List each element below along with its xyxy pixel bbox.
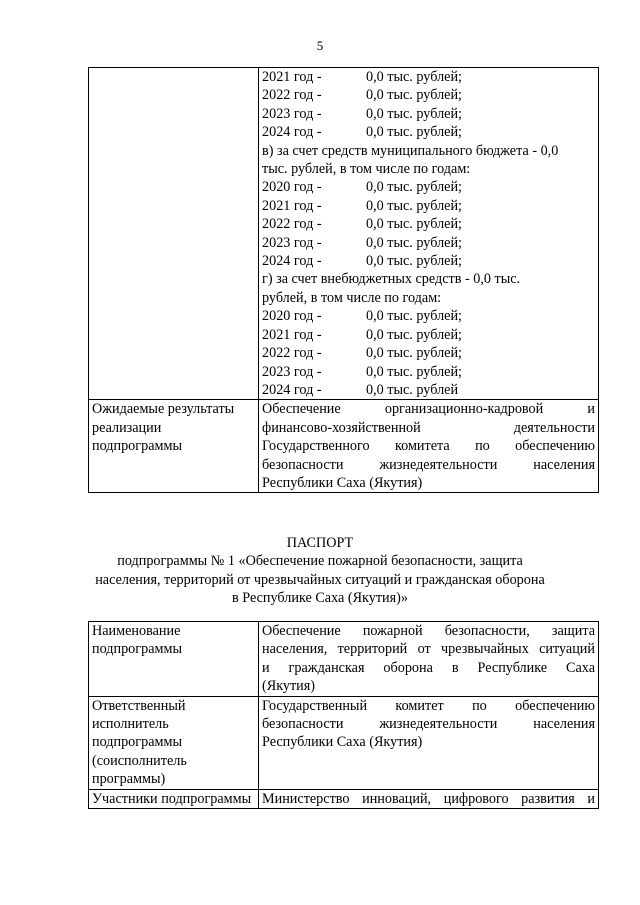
- row-label-cell: [89, 789, 259, 808]
- passport-title: ПАСПОРТ: [286, 535, 354, 551]
- funding-year: 2022 год -: [262, 216, 322, 233]
- results-label-cell: [89, 400, 259, 493]
- row-label-cell: [89, 622, 259, 697]
- funding-line: [262, 215, 595, 233]
- funding-amount: 0,0 тыс. рублей;: [366, 105, 462, 122]
- text-line: в Республике Саха (Якутия)»: [232, 590, 408, 607]
- funding-amount: 0,0 тыс. рублей;: [366, 69, 462, 85]
- text-line: Ответственный: [92, 697, 186, 714]
- funding-year: 2022 год -: [262, 345, 322, 362]
- table-row: [89, 68, 599, 400]
- funding-amount: 0,0 тыс. рублей;: [366, 326, 462, 343]
- municipal-heading: тыс. рублей, в том числе по годам:: [262, 161, 471, 178]
- funding-amount: 0,0 тыс. рублей;: [366, 363, 462, 380]
- funding-year: 2024 год -: [262, 124, 322, 141]
- extrabudget-heading: г) за счет внебюджетных средств - 0,0 тыс.: [262, 271, 521, 288]
- funding-amount: 0,0 тыс. рублей;: [366, 216, 462, 233]
- funding-amount: 0,0 тыс. рублей;: [366, 179, 462, 196]
- funding-line: [262, 234, 595, 252]
- extrabudget-heading: рублей, в том числе по годам:: [262, 289, 442, 306]
- funding-year: 2023 год -: [262, 234, 322, 251]
- funding-year: 2020 год -: [262, 308, 322, 325]
- text-line: исполнитель: [92, 716, 169, 733]
- text-line: и гражданская оборона в Республике Саха: [262, 659, 595, 676]
- text-line: Обеспечение пожарной безопасности, защита: [262, 623, 595, 639]
- funding-line: [262, 86, 595, 104]
- funding-year: 2024 год -: [262, 381, 322, 398]
- funding-year: 2023 год -: [262, 363, 322, 380]
- passport-heading: [0, 534, 640, 608]
- passport-table: [88, 621, 599, 809]
- text-line: Министерство инноваций, цифрового развития и: [262, 790, 595, 807]
- funding-cell: [259, 68, 599, 400]
- funding-year: 2021 год -: [262, 197, 322, 214]
- municipal-heading: в) за счет средств муниципального бюджета - 0,0: [262, 142, 559, 159]
- text-line: подпрограммы: [92, 438, 182, 455]
- funding-amount: 0,0 тыс. рублей;: [366, 87, 462, 104]
- text-line: подпрограммы: [92, 734, 182, 751]
- table-row: [89, 400, 599, 493]
- text-line: Государственного комитета по обеспечению: [262, 438, 595, 455]
- funding-amount: 0,0 тыс. рублей;: [366, 124, 462, 141]
- funding-amount: 0,0 тыс. рублей;: [366, 253, 462, 270]
- table-row: [89, 622, 599, 697]
- results-text-cell: [259, 400, 599, 493]
- text-line: программы): [92, 771, 166, 788]
- text-line: Республики Саха (Якутия): [262, 734, 423, 751]
- funding-amount: 0,0 тыс. рублей;: [366, 308, 462, 325]
- funding-year: 2022 год -: [262, 87, 322, 104]
- table-row: [89, 789, 599, 808]
- text-line: подпрограммы: [92, 641, 182, 658]
- funding-year: 2021 год -: [262, 69, 322, 85]
- page-number: 5: [316, 38, 324, 53]
- funding-line: [262, 307, 595, 325]
- passport-subtitle: [0, 552, 640, 607]
- row-value-cell: [259, 696, 599, 789]
- text-line: безопасности жизнедеятельности населения: [262, 716, 595, 733]
- funding-line: [262, 197, 595, 215]
- funding-line: [262, 252, 595, 270]
- funding-line: [262, 344, 595, 362]
- text-line: Республики Саха (Якутия): [262, 474, 423, 491]
- funding-line: [262, 363, 595, 381]
- text-line: Обеспечение организационно-кадровой и: [262, 401, 595, 418]
- row-value-cell: [259, 789, 599, 808]
- funding-line: [262, 123, 595, 141]
- text-line: (соисполнитель: [92, 752, 187, 769]
- funding-amount: 0,0 тыс. рублей;: [366, 234, 462, 251]
- funding-year: 2021 год -: [262, 326, 322, 343]
- text-line: Государственный комитет по обеспечению: [262, 697, 595, 714]
- text-line: реализации: [92, 419, 162, 436]
- funding-amount: 0,0 тыс. рублей: [366, 381, 459, 398]
- funding-line: [262, 381, 595, 399]
- funding-line: [262, 105, 595, 123]
- row-label-cell: [89, 696, 259, 789]
- text-line: населения, территорий от чрезвычайных ситуаций и гражданская оборона: [95, 571, 545, 588]
- funding-year: 2020 год -: [262, 179, 322, 196]
- funding-year: 2024 год -: [262, 253, 322, 270]
- funding-line: [262, 68, 595, 86]
- table-row: [89, 696, 599, 789]
- text-line: безопасности жизнедеятельности населения: [262, 456, 595, 473]
- row-value-cell: [259, 622, 599, 697]
- funding-year: 2023 год -: [262, 105, 322, 122]
- funding-amount: 0,0 тыс. рублей;: [366, 197, 462, 214]
- text-line: (Якутия): [262, 678, 316, 695]
- funding-line: [262, 178, 595, 196]
- text-line: подпрограммы № 1 «Обеспечение пожарной безопасности, защита: [117, 553, 523, 570]
- text-line: Ожидаемые результаты: [92, 401, 235, 418]
- text-line: Наименование: [92, 623, 181, 639]
- text-line: Участники подпрограммы: [92, 790, 252, 807]
- text-line: населения, территорий от чрезвычайных ситуаций: [262, 641, 595, 658]
- empty-label-cell: [89, 68, 259, 400]
- funding-amount: 0,0 тыс. рублей;: [366, 345, 462, 362]
- text-line: финансово-хозяйственной деятельности: [262, 419, 595, 436]
- funding-table: [88, 67, 599, 493]
- funding-line: [262, 326, 595, 344]
